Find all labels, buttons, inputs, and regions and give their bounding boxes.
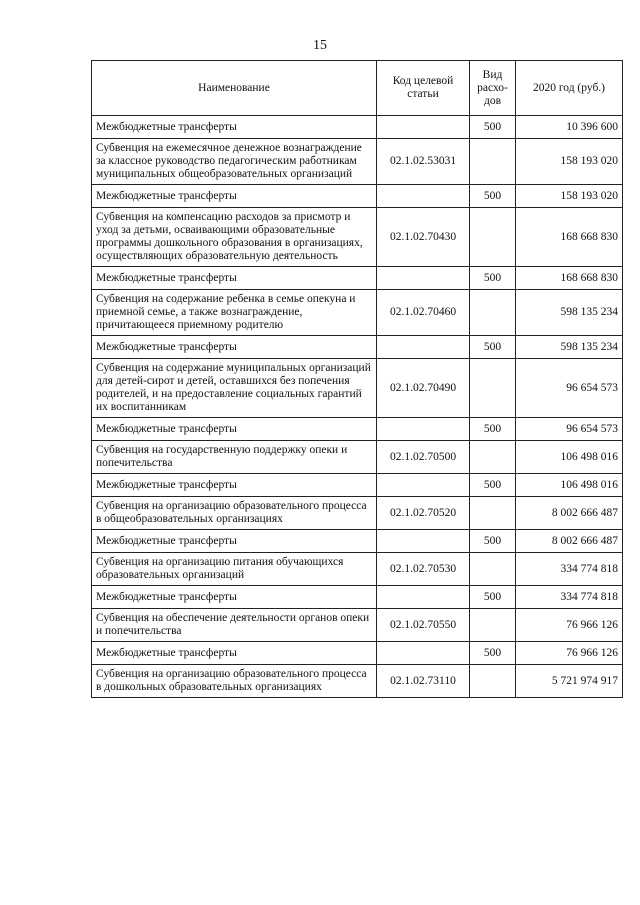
cell-name: Субвенция на государственную поддержку опеки и попечительства <box>92 441 377 474</box>
cell-name: Субвенция на ежемесячное денежное вознаграждение за классное руководство педагогическим работникам муниципальных общеобразовательных организаций <box>92 139 377 185</box>
table-row <box>92 290 623 336</box>
cell-name: Межбюджетные трансферты <box>92 530 377 553</box>
header-name: Наименование <box>92 61 377 116</box>
cell-name: Субвенция на организацию образовательного процесса в дошкольных образовательных организациях <box>92 665 377 698</box>
table-row <box>92 336 623 359</box>
table-row <box>92 185 623 208</box>
table-row <box>92 267 623 290</box>
cell-code: 02.1.02.70530 <box>377 553 470 586</box>
cell-amount: 106 498 016 <box>516 474 623 497</box>
cell-amount: 334 774 818 <box>516 586 623 609</box>
header-code: Код целевой статьи <box>377 61 470 116</box>
cell-kind: 500 <box>470 185 516 208</box>
table-row <box>92 116 623 139</box>
cell-code <box>377 336 470 359</box>
header-kind: Вид расхо-дов <box>470 61 516 116</box>
cell-name: Субвенция на компенсацию расходов за присмотр и уход за детьми, осваивающими образовательные программы дошкольного образования в организациях, осуществляющих образовательную деятельность <box>92 208 377 267</box>
cell-amount: 5 721 974 917 <box>516 665 623 698</box>
cell-kind: 500 <box>470 267 516 290</box>
table-row <box>92 441 623 474</box>
cell-kind <box>470 553 516 586</box>
cell-code: 02.1.02.70520 <box>377 497 470 530</box>
cell-code <box>377 474 470 497</box>
budget-table <box>91 60 623 698</box>
cell-code <box>377 530 470 553</box>
table-row <box>92 609 623 642</box>
cell-code <box>377 185 470 208</box>
table-row <box>92 642 623 665</box>
cell-name: Субвенция на содержание муниципальных организаций для детей-сирот и детей, оставшихся без попечения родителей, и на предоставление социальных гарантий их воспитанникам <box>92 359 377 418</box>
cell-code: 02.1.02.70430 <box>377 208 470 267</box>
table-row <box>92 553 623 586</box>
cell-code: 02.1.02.70500 <box>377 441 470 474</box>
page-number: 15 <box>313 38 327 53</box>
cell-kind <box>470 139 516 185</box>
cell-kind: 500 <box>470 530 516 553</box>
table-row <box>92 497 623 530</box>
cell-amount: 334 774 818 <box>516 553 623 586</box>
table-row <box>92 418 623 441</box>
cell-name: Межбюджетные трансферты <box>92 474 377 497</box>
cell-name: Межбюджетные трансферты <box>92 116 377 139</box>
cell-kind: 500 <box>470 336 516 359</box>
cell-code: 02.1.02.73110 <box>377 665 470 698</box>
header-amount: 2020 год (руб.) <box>516 61 623 116</box>
cell-name: Межбюджетные трансферты <box>92 267 377 290</box>
cell-amount: 598 135 234 <box>516 336 623 359</box>
cell-code <box>377 267 470 290</box>
cell-name: Межбюджетные трансферты <box>92 185 377 208</box>
cell-code <box>377 586 470 609</box>
cell-amount: 168 668 830 <box>516 267 623 290</box>
cell-code: 02.1.02.70460 <box>377 290 470 336</box>
cell-name: Субвенция на содержание ребенка в семье опекуна и приемной семье, а также вознаграждение, причитающееся приемному родителю <box>92 290 377 336</box>
table-row <box>92 359 623 418</box>
cell-amount: 76 966 126 <box>516 642 623 665</box>
cell-name: Межбюджетные трансферты <box>92 418 377 441</box>
cell-name: Субвенция на организацию образовательного процесса в общеобразовательных организациях <box>92 497 377 530</box>
cell-kind <box>470 609 516 642</box>
cell-kind <box>470 497 516 530</box>
cell-code <box>377 116 470 139</box>
cell-amount: 10 396 600 <box>516 116 623 139</box>
table-row <box>92 586 623 609</box>
cell-amount: 96 654 573 <box>516 418 623 441</box>
cell-amount: 106 498 016 <box>516 441 623 474</box>
cell-code <box>377 642 470 665</box>
cell-amount: 168 668 830 <box>516 208 623 267</box>
cell-amount: 8 002 666 487 <box>516 530 623 553</box>
cell-kind <box>470 665 516 698</box>
table-row <box>92 208 623 267</box>
cell-kind: 500 <box>470 418 516 441</box>
cell-code: 02.1.02.70490 <box>377 359 470 418</box>
cell-amount: 598 135 234 <box>516 290 623 336</box>
cell-name: Межбюджетные трансферты <box>92 336 377 359</box>
cell-name: Субвенция на обеспечение деятельности органов опеки и попечительства <box>92 609 377 642</box>
cell-code <box>377 418 470 441</box>
table-row <box>92 474 623 497</box>
cell-kind <box>470 208 516 267</box>
cell-amount: 8 002 666 487 <box>516 497 623 530</box>
cell-amount: 158 193 020 <box>516 139 623 185</box>
table-row <box>92 530 623 553</box>
cell-kind: 500 <box>470 642 516 665</box>
cell-code: 02.1.02.53031 <box>377 139 470 185</box>
cell-name: Субвенция на организацию питания обучающихся образовательных организаций <box>92 553 377 586</box>
table-row <box>92 139 623 185</box>
cell-kind: 500 <box>470 586 516 609</box>
cell-kind <box>470 359 516 418</box>
cell-amount: 158 193 020 <box>516 185 623 208</box>
cell-code: 02.1.02.70550 <box>377 609 470 642</box>
cell-kind <box>470 290 516 336</box>
cell-kind: 500 <box>470 474 516 497</box>
cell-kind <box>470 441 516 474</box>
cell-amount: 76 966 126 <box>516 609 623 642</box>
cell-amount: 96 654 573 <box>516 359 623 418</box>
cell-name: Межбюджетные трансферты <box>92 586 377 609</box>
table-row <box>92 665 623 698</box>
cell-kind: 500 <box>470 116 516 139</box>
cell-name: Межбюджетные трансферты <box>92 642 377 665</box>
table-header-row <box>92 61 623 116</box>
